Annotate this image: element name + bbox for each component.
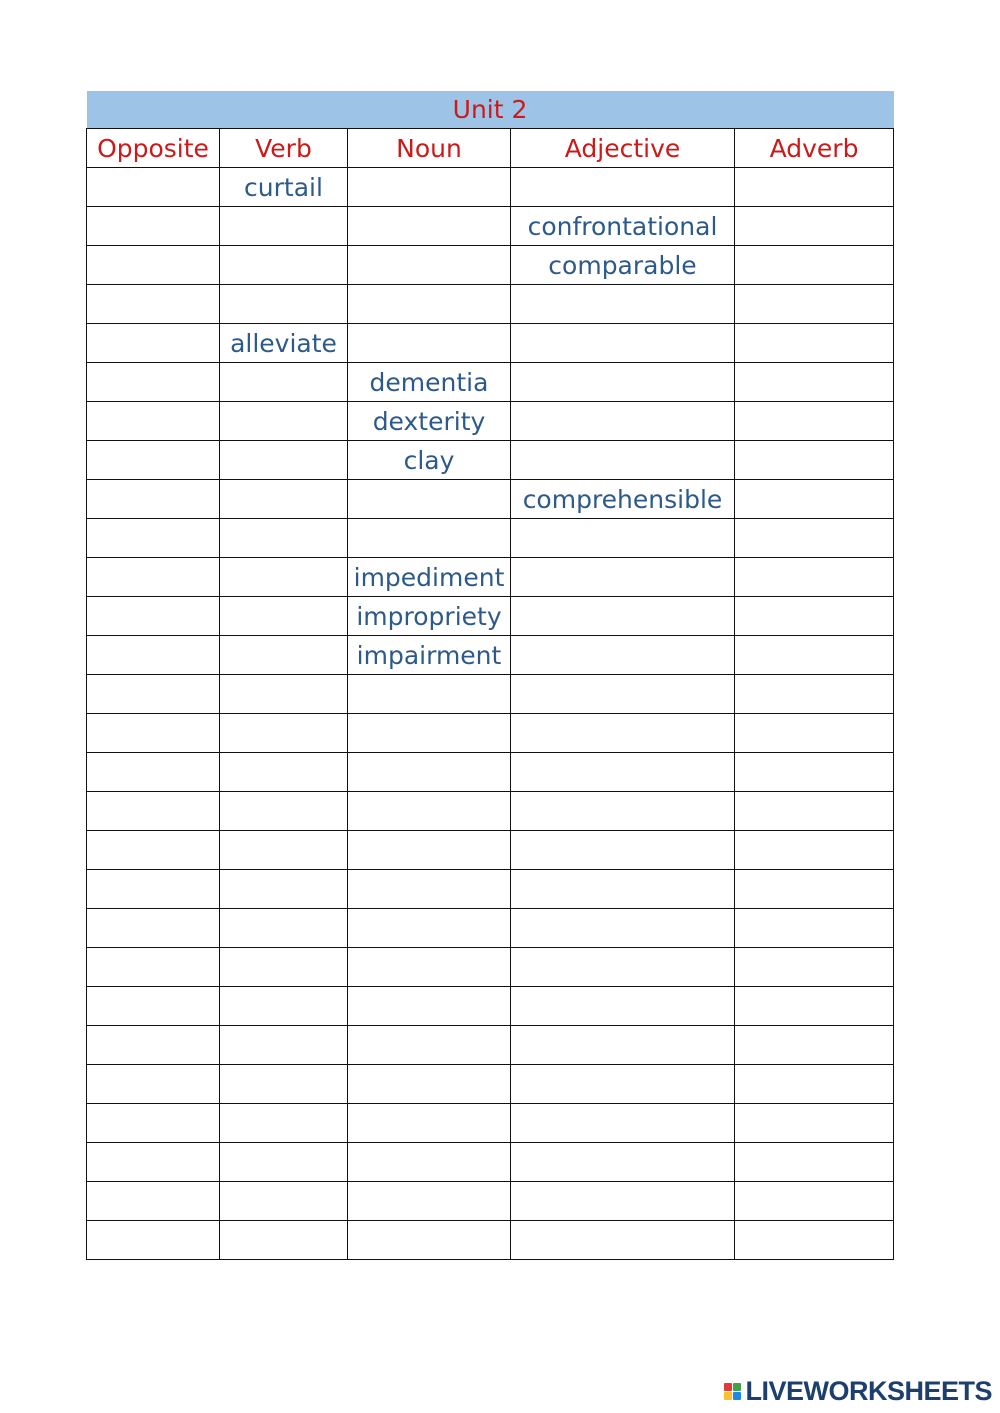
cell-adverb[interactable] xyxy=(735,987,894,1026)
cell-verb[interactable] xyxy=(220,1182,348,1221)
table-row xyxy=(87,324,894,363)
table-row xyxy=(87,675,894,714)
table-row xyxy=(87,714,894,753)
cell-adjective[interactable] xyxy=(511,441,735,480)
cell-adverb[interactable] xyxy=(735,1065,894,1104)
cell-opposite[interactable] xyxy=(87,714,220,753)
cell-adverb[interactable] xyxy=(735,948,894,987)
cell-opposite[interactable] xyxy=(87,792,220,831)
cell-noun[interactable] xyxy=(348,753,511,792)
table-row xyxy=(87,597,894,636)
cell-adjective[interactable] xyxy=(511,1143,735,1182)
cell-noun[interactable] xyxy=(348,1182,511,1221)
cell-opposite[interactable] xyxy=(87,987,220,1026)
cell-noun[interactable] xyxy=(348,1221,511,1260)
column-header-noun: Noun xyxy=(348,129,511,168)
cell-opposite[interactable] xyxy=(87,675,220,714)
liveworksheets-logo xyxy=(724,1376,992,1407)
cell-adverb[interactable] xyxy=(735,1143,894,1182)
cell-adjective[interactable] xyxy=(511,987,735,1026)
cell-noun[interactable] xyxy=(348,831,511,870)
cell-adjective[interactable] xyxy=(511,1104,735,1143)
cell-adjective[interactable] xyxy=(511,636,735,675)
liveworksheets-logo-icon xyxy=(724,1383,741,1400)
cell-opposite[interactable] xyxy=(87,636,220,675)
cell-verb[interactable] xyxy=(220,831,348,870)
cell-adverb[interactable] xyxy=(735,792,894,831)
cell-adverb[interactable] xyxy=(735,363,894,402)
cell-noun[interactable] xyxy=(348,870,511,909)
cell-noun[interactable] xyxy=(348,675,511,714)
cell-verb[interactable] xyxy=(220,402,348,441)
cell-adverb[interactable] xyxy=(735,441,894,480)
cell-noun[interactable] xyxy=(348,1065,511,1104)
cell-verb[interactable] xyxy=(220,207,348,246)
cell-noun[interactable] xyxy=(348,519,511,558)
logo-square-yellow xyxy=(724,1392,732,1400)
column-header-verb: Verb xyxy=(220,129,348,168)
table-row xyxy=(87,1104,894,1143)
cell-verb[interactable] xyxy=(220,246,348,285)
cell-verb[interactable]: curtail xyxy=(220,168,348,207)
cell-opposite[interactable] xyxy=(87,1221,220,1260)
cell-verb[interactable] xyxy=(220,1104,348,1143)
cell-noun[interactable] xyxy=(348,714,511,753)
cell-noun[interactable] xyxy=(348,1104,511,1143)
cell-opposite[interactable] xyxy=(87,363,220,402)
table-row xyxy=(87,987,894,1026)
table-row xyxy=(87,1143,894,1182)
cell-adjective[interactable] xyxy=(511,324,735,363)
cell-opposite[interactable] xyxy=(87,246,220,285)
cell-noun[interactable] xyxy=(348,948,511,987)
cell-adjective[interactable] xyxy=(511,519,735,558)
cell-opposite[interactable] xyxy=(87,168,220,207)
cell-opposite[interactable] xyxy=(87,1143,220,1182)
cell-adjective[interactable] xyxy=(511,909,735,948)
cell-adjective[interactable]: comparable xyxy=(511,246,735,285)
table-row xyxy=(87,441,894,480)
cell-adverb[interactable] xyxy=(735,1104,894,1143)
cell-verb[interactable] xyxy=(220,870,348,909)
logo-square-green xyxy=(733,1383,741,1391)
cell-noun[interactable]: impropriety xyxy=(348,597,511,636)
cell-adjective[interactable] xyxy=(511,1221,735,1260)
cell-adjective[interactable] xyxy=(511,870,735,909)
cell-verb[interactable] xyxy=(220,987,348,1026)
worksheet-table xyxy=(86,91,894,1260)
cell-adverb[interactable] xyxy=(735,519,894,558)
table-row xyxy=(87,402,894,441)
table-row xyxy=(87,1221,894,1260)
table-row xyxy=(87,558,894,597)
logo-square-red xyxy=(724,1383,732,1391)
table-row xyxy=(87,246,894,285)
cell-noun[interactable] xyxy=(348,987,511,1026)
cell-verb[interactable] xyxy=(220,753,348,792)
cell-verb[interactable] xyxy=(220,675,348,714)
table-row xyxy=(87,948,894,987)
table-row xyxy=(87,831,894,870)
cell-adverb[interactable] xyxy=(735,207,894,246)
cell-adverb[interactable] xyxy=(735,285,894,324)
cell-opposite[interactable] xyxy=(87,324,220,363)
cell-opposite[interactable] xyxy=(87,1065,220,1104)
cell-opposite[interactable] xyxy=(87,870,220,909)
cell-noun[interactable] xyxy=(348,246,511,285)
cell-verb[interactable] xyxy=(220,285,348,324)
cell-adjective[interactable] xyxy=(511,363,735,402)
cell-adjective[interactable]: comprehensible xyxy=(511,480,735,519)
cell-adjective[interactable] xyxy=(511,402,735,441)
cell-verb[interactable] xyxy=(220,480,348,519)
cell-noun[interactable] xyxy=(348,909,511,948)
worksheet-title: Unit 2 xyxy=(87,91,894,129)
title-row xyxy=(87,91,894,129)
cell-adjective[interactable] xyxy=(511,1182,735,1221)
cell-adverb[interactable] xyxy=(735,1026,894,1065)
cell-verb[interactable] xyxy=(220,948,348,987)
cell-opposite[interactable] xyxy=(87,1104,220,1143)
cell-noun[interactable] xyxy=(348,207,511,246)
cell-adjective[interactable] xyxy=(511,831,735,870)
cell-noun[interactable] xyxy=(348,1143,511,1182)
cell-adverb[interactable] xyxy=(735,909,894,948)
column-header-adjective: Adjective xyxy=(511,129,735,168)
cell-adverb[interactable] xyxy=(735,714,894,753)
column-header-adverb: Adverb xyxy=(735,129,894,168)
cell-adjective[interactable] xyxy=(511,714,735,753)
cell-adverb[interactable] xyxy=(735,870,894,909)
cell-opposite[interactable] xyxy=(87,480,220,519)
cell-adjective[interactable] xyxy=(511,168,735,207)
cell-opposite[interactable] xyxy=(87,285,220,324)
table-row xyxy=(87,207,894,246)
cell-opposite[interactable] xyxy=(87,1026,220,1065)
cell-verb[interactable] xyxy=(220,1221,348,1260)
table-row xyxy=(87,480,894,519)
cell-noun[interactable]: clay xyxy=(348,441,511,480)
cell-adverb[interactable] xyxy=(735,597,894,636)
cell-verb[interactable] xyxy=(220,909,348,948)
cell-opposite[interactable] xyxy=(87,948,220,987)
cell-adverb[interactable] xyxy=(735,558,894,597)
cell-adverb[interactable] xyxy=(735,636,894,675)
cell-opposite[interactable] xyxy=(87,558,220,597)
cell-adverb[interactable] xyxy=(735,246,894,285)
table-row xyxy=(87,1065,894,1104)
cell-verb[interactable] xyxy=(220,558,348,597)
cell-noun[interactable] xyxy=(348,285,511,324)
cell-noun[interactable] xyxy=(348,324,511,363)
cell-adverb[interactable] xyxy=(735,831,894,870)
cell-noun[interactable] xyxy=(348,480,511,519)
cell-verb[interactable] xyxy=(220,636,348,675)
table-row xyxy=(87,285,894,324)
cell-opposite[interactable] xyxy=(87,831,220,870)
cell-adverb[interactable] xyxy=(735,324,894,363)
cell-verb[interactable] xyxy=(220,792,348,831)
cell-adverb[interactable] xyxy=(735,753,894,792)
cell-verb[interactable] xyxy=(220,1143,348,1182)
cell-opposite[interactable] xyxy=(87,441,220,480)
cell-verb[interactable] xyxy=(220,441,348,480)
cell-verb[interactable] xyxy=(220,714,348,753)
cell-noun[interactable] xyxy=(348,1026,511,1065)
cell-noun[interactable] xyxy=(348,168,511,207)
cell-adjective[interactable] xyxy=(511,285,735,324)
cell-verb[interactable] xyxy=(220,597,348,636)
cell-verb[interactable] xyxy=(220,363,348,402)
table-row xyxy=(87,1026,894,1065)
header-row xyxy=(87,129,894,168)
cell-noun[interactable]: impairment xyxy=(348,636,511,675)
cell-opposite[interactable] xyxy=(87,402,220,441)
cell-opposite[interactable] xyxy=(87,207,220,246)
logo-text: LIVEWORKSHEETS xyxy=(745,1376,992,1406)
cell-opposite[interactable] xyxy=(87,909,220,948)
cell-noun[interactable] xyxy=(348,792,511,831)
table-row xyxy=(87,168,894,207)
cell-adjective[interactable]: confrontational xyxy=(511,207,735,246)
cell-adverb[interactable] xyxy=(735,675,894,714)
cell-verb[interactable] xyxy=(220,1065,348,1104)
cell-opposite[interactable] xyxy=(87,1182,220,1221)
cell-opposite[interactable] xyxy=(87,753,220,792)
cell-adverb[interactable] xyxy=(735,402,894,441)
cell-adjective[interactable] xyxy=(511,948,735,987)
table-row xyxy=(87,363,894,402)
cell-adverb[interactable] xyxy=(735,1221,894,1260)
cell-adjective[interactable] xyxy=(511,597,735,636)
table-row xyxy=(87,519,894,558)
cell-noun[interactable]: dexterity xyxy=(348,402,511,441)
cell-adjective[interactable] xyxy=(511,1065,735,1104)
table-row xyxy=(87,792,894,831)
cell-opposite[interactable] xyxy=(87,519,220,558)
cell-adjective[interactable] xyxy=(511,1026,735,1065)
table-row xyxy=(87,909,894,948)
cell-adjective[interactable] xyxy=(511,675,735,714)
cell-adjective[interactable] xyxy=(511,558,735,597)
cell-adjective[interactable] xyxy=(511,753,735,792)
table-row xyxy=(87,636,894,675)
cell-noun[interactable]: impediment xyxy=(348,558,511,597)
cell-adverb[interactable] xyxy=(735,480,894,519)
logo-square-blue xyxy=(733,1392,741,1400)
table-row xyxy=(87,1182,894,1221)
cell-verb[interactable] xyxy=(220,519,348,558)
table-row xyxy=(87,870,894,909)
cell-adverb[interactable] xyxy=(735,168,894,207)
column-header-opposite: Opposite xyxy=(87,129,220,168)
cell-opposite[interactable] xyxy=(87,597,220,636)
table-row xyxy=(87,753,894,792)
cell-verb[interactable]: alleviate xyxy=(220,324,348,363)
cell-adjective[interactable] xyxy=(511,792,735,831)
cell-noun[interactable]: dementia xyxy=(348,363,511,402)
cell-verb[interactable] xyxy=(220,1026,348,1065)
cell-adverb[interactable] xyxy=(735,1182,894,1221)
